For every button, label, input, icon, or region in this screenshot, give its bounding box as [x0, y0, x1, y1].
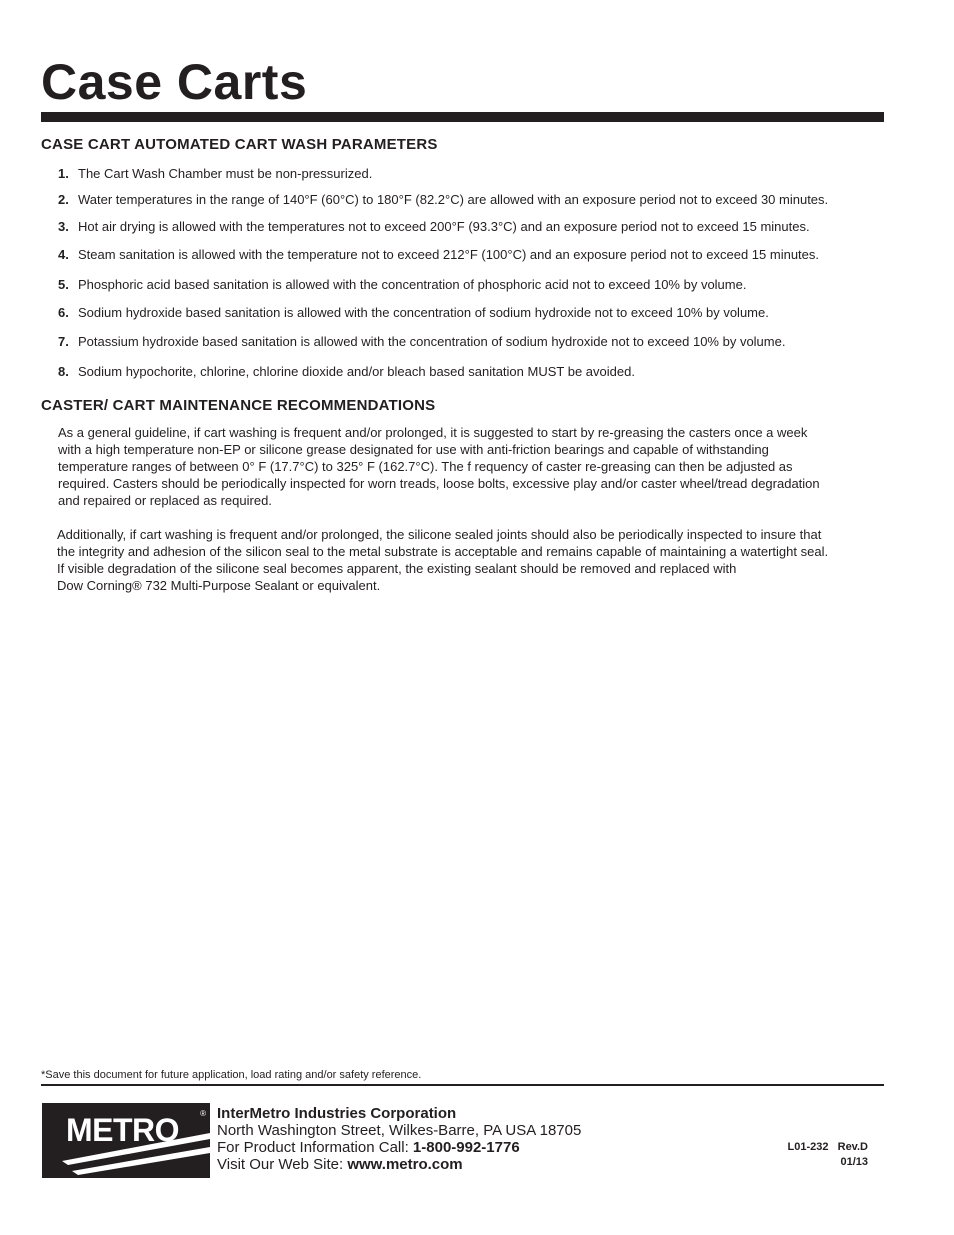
paragraph-line: with a high temperature non-EP or silicone grease designated for use with anti-friction bearings and capable of withstanding [58, 442, 769, 457]
list-item [58, 192, 888, 208]
web-line [217, 1156, 581, 1173]
list-item-text: Phosphoric acid based sanitation is allowed with the concentration of phosphoric acid not to exceed 10% by volume. [78, 277, 747, 292]
web-label: Visit Our Web Site: [217, 1156, 348, 1173]
section-heading-cart-wash: CASE CART AUTOMATED CART WASH PARAMETERS [41, 136, 438, 153]
phone-number[interactable]: 1-800-992-1776 [412, 1139, 520, 1156]
list-item-text: Water temperatures in the range of 140°F (60°C) to 180°F (82.2°C) are allowed with an exposure period not to exceed 30 minutes. [78, 192, 829, 207]
list-item-number: 2. [58, 192, 69, 207]
logo-wordmark: METRO [66, 1112, 180, 1148]
list-item [58, 277, 888, 293]
company-name: InterMetro Industries Corporation [217, 1105, 457, 1122]
paragraph-line: Dow Corning® 732 Multi-Purpose Sealant or equivalent. [57, 578, 381, 593]
list-item [58, 166, 888, 182]
list-item-text: Potassium hydroxide based sanitation is allowed with the concentration of sodium hydroxide not to exceed 10% by volume. [78, 334, 786, 349]
list-item [58, 364, 888, 380]
metro-logo [42, 1103, 210, 1178]
list-item-number: 8. [58, 364, 69, 379]
maintenance-paragraph-sealant [57, 526, 887, 594]
list-item-number: 1. [58, 166, 69, 181]
list-item [58, 305, 888, 321]
company-address: North Washington Street, Wilkes-Barre, PA USA 18705 [217, 1122, 582, 1139]
paragraph-line: required. Casters should be periodically inspected for worn treads, loose bolts, excessive play and/or caster wheel/tread degradation [58, 476, 820, 491]
list-item-number: 4. [58, 247, 69, 262]
footer-rule [41, 1084, 884, 1086]
list-item-number: 5. [58, 277, 69, 292]
paragraph-line: Additionally, if cart washing is frequent and/or prolonged, the silicone sealed joints should also be periodically inspected to insure that [57, 527, 822, 542]
list-item-text: Steam sanitation is allowed with the temperature not to exceed 212°F (100°C) and an exposure period not to exceed 15 minutes. [78, 247, 819, 262]
section-heading-maintenance: CASTER/ CART MAINTENANCE RECOMMENDATIONS [41, 397, 436, 414]
registered-mark: ® [200, 1109, 206, 1118]
company-info [217, 1105, 581, 1173]
paragraph-line: As a general guideline, if cart washing is frequent and/or prolonged, it is suggested to start by re-greasing the casters once a week [58, 425, 808, 440]
list-item-text: Sodium hypochorite, chlorine, chlorine dioxide and/or bleach based sanitation MUST be avoided. [78, 364, 635, 379]
list-item [58, 247, 888, 263]
paragraph-line: the integrity and adhesion of the silicon seal to the metal substrate is acceptable and remains capable of maintaining a watertight seal. [57, 544, 829, 559]
phone-label: For Product Information Call: [217, 1139, 413, 1156]
list-item-text: The Cart Wash Chamber must be non-pressurized. [78, 166, 373, 181]
paragraph-line: and repaired or replaced as required. [58, 493, 272, 508]
title-rule [41, 112, 884, 122]
list-item-number: 3. [58, 219, 69, 234]
list-item-text: Sodium hydroxide based sanitation is allowed with the concentration of sodium hydroxide not to exceed 10% by volume. [78, 305, 769, 320]
list-item [58, 334, 888, 350]
page-title: Case Carts [41, 54, 308, 110]
website-link[interactable]: www.metro.com [347, 1156, 463, 1173]
footnote: *Save this document for future application, load rating and/or safety reference. [41, 1069, 422, 1081]
list-item-number: 6. [58, 305, 69, 320]
maintenance-paragraph-casters [58, 424, 878, 509]
phone-line [217, 1139, 581, 1156]
doc-number: L01-232 Rev.D [787, 1141, 868, 1153]
list-item-number: 7. [58, 334, 69, 349]
document-reference [760, 1140, 868, 1170]
list-item [58, 219, 888, 235]
paragraph-line: temperature ranges of between 0° F (17.7°C) to 325° F (162.7°C). The f requency of caster re-greasing can then be adjusted as [58, 459, 793, 474]
list-item-text: Hot air drying is allowed with the temperatures not to exceed 200°F (93.3°C) and an exposure period not to exceed 15 minutes. [78, 219, 810, 234]
paragraph-line: If visible degradation of the silicone seal becomes apparent, the existing sealant should be removed and replaced with [57, 561, 737, 576]
doc-date: 01/13 [840, 1156, 868, 1168]
